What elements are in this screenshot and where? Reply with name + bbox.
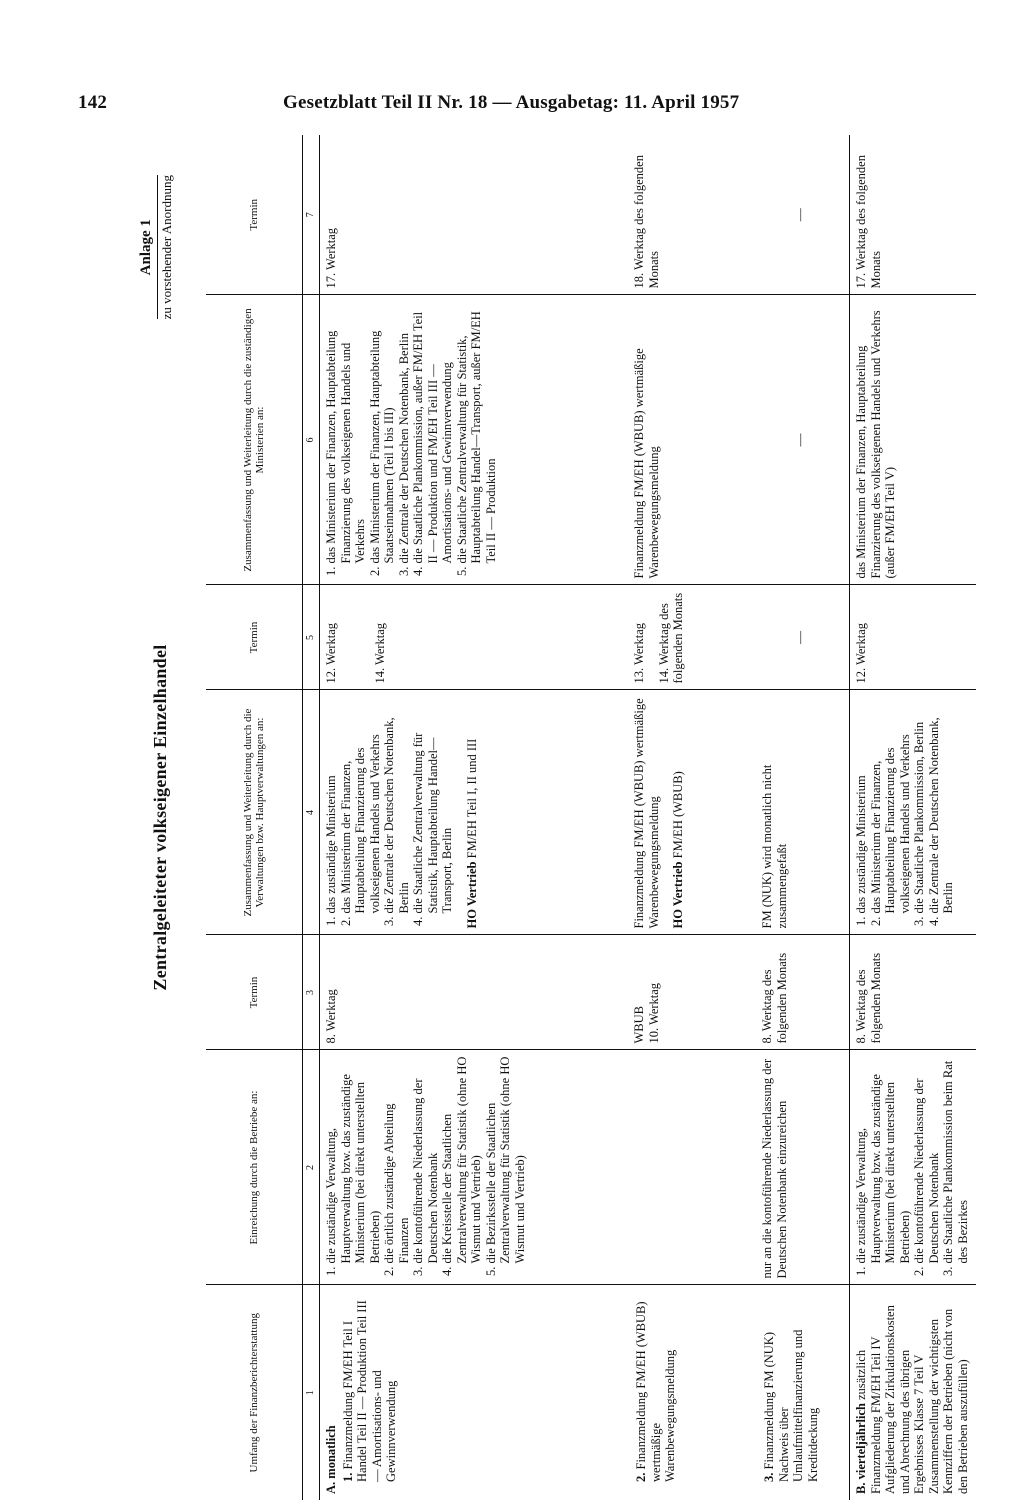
table-row: [756, 135, 850, 1500]
list-item: 4. die Zentrale der Deutschen Notenbank, Berlin: [927, 697, 956, 914]
empty-dash: —: [792, 433, 807, 447]
section-a-heading: [324, 1292, 339, 1495]
item-text: Finanzmeldung FM/EH Teil I Handel Teil II — Produktion Teil III — Amortisations- und Gewinnverwendung: [340, 1300, 398, 1482]
scope-cell: [756, 1285, 850, 1500]
forwarding-ministry-cell: [756, 295, 850, 585]
list-item: 1. das Ministerium der Finanzen, Hauptabteilung Finanzierung des volkseigenen Handels und Verkehrs: [324, 302, 368, 564]
page-number: 142: [78, 92, 108, 113]
page-header: [78, 92, 768, 122]
col-header-deadline-1: Termin: [206, 935, 303, 1050]
item-number: 1.: [340, 1472, 355, 1482]
col-header-forwarding-admin: Zusammenfassung und Weiterleitung durch die Verwaltungen bzw. Hauptverwaltungen an:: [206, 690, 303, 935]
deadline-cell: [756, 585, 850, 690]
forwarding-admin-cell: FM (NUK) wird monatlich nicht zusammengefaßt: [756, 690, 850, 935]
ho-vertrieb-label: HO Vertrieb: [671, 861, 685, 929]
deadline-cell: 8. Werktag: [320, 935, 629, 1050]
list-item: 2. die kontoführende Niederlassung der Deutschen Notenbank: [912, 1057, 941, 1264]
column-number: 1: [303, 1285, 320, 1500]
deadline-cell: 17. Werktag des folgenden Monats: [850, 135, 977, 295]
submission-cell: [320, 1050, 629, 1285]
submission-list: [854, 1057, 970, 1279]
deadline-cell: 17. Werktag: [320, 135, 629, 295]
deadline-cell: 8. Werktag des folgenden Monats: [850, 935, 977, 1050]
admin-text: Finanzmeldung FM/EH (WBUB) wertmäßige Warenbewegungsmeldung: [632, 698, 661, 929]
list-item: 1. die zuständige Verwaltung, Hauptverwaltung bzw. das zuständige Ministerium (bei direkt unterstellten Betrieben): [324, 1057, 382, 1264]
scope-item-3: [762, 1292, 820, 1483]
annex-subtitle: zu vorstehender Anordnung: [159, 175, 174, 320]
section-b-text: zusätzlich Finanzmeldung FM/EH Teil IV Aufgliederung der Zirkulationskosten und Abrechnung des übrigen Ergebnisses Klasse 7 Teil V Zusammenstellung der wichtigsten Kennziffern der Betrieben (nicht von den Betrieben auszufüllen): [854, 1305, 970, 1494]
scope-cell: [628, 1285, 756, 1500]
deadline-cell: [320, 585, 629, 690]
list-item: 3. die Staatliche Plankommission, Berlin: [912, 697, 927, 914]
list-item: 4. die Staatliche Zentralverwaltung für Statistik, Hauptabteilung Handel—Transport, Berlin: [411, 697, 455, 914]
col-header-forwarding-ministry: Zusammenfassung und Weiterleitung durch die zuständigen Ministerien an:: [206, 295, 303, 585]
column-number: 6: [303, 295, 320, 585]
list-item: 1. die zuständige Verwaltung, Hauptverwaltung bzw. das zuständige Ministerium (bei direkt unterstellten Betrieben): [854, 1057, 912, 1264]
list-item: 2. das Ministerium der Finanzen, Hauptabteilung Finanzierung des volkseigenen Handels und Verkehrs: [869, 697, 913, 914]
ho-vertrieb-note: [465, 697, 480, 929]
col-header-scope: Umfang der Finanzberichterstattung: [206, 1285, 303, 1500]
list-item: 2. das Ministerium der Finanzen, Hauptabteilung Finanzierung des volkseigenen Handels und Verkehrs: [339, 697, 383, 914]
section-a-title: monatlich: [324, 1425, 338, 1479]
scope-cell: [850, 1285, 977, 1500]
ho-vertrieb-text: FM/EH (WBUB): [671, 771, 685, 859]
annex-title: Anlage 1: [138, 219, 154, 276]
submission-cell: [850, 1050, 977, 1285]
table-row: [628, 135, 756, 1500]
submission-list: [324, 1057, 527, 1279]
list-item: 1. das zuständige Ministerium: [854, 697, 869, 914]
ho-vertrieb-text: FM/EH Teil I, II und III: [464, 738, 479, 859]
section-a-label: A.: [324, 1481, 338, 1494]
deadline-cell: 12. Werktag: [850, 585, 977, 690]
item-text: Finanzmeldung FM/EH (WBUB) wertmäßige Warenbewegungsmeldung: [634, 1301, 677, 1482]
column-number: 4: [303, 690, 320, 935]
item-number: 3.: [762, 1472, 776, 1482]
gazette-title: Gesetzblatt Teil II Nr. 18 — Ausgabetag: 11. April 1957: [283, 92, 740, 113]
rotated-table-block: [130, 135, 970, 1500]
column-number-row: [303, 135, 320, 1500]
list-item: 3. die Zentrale der Deutschen Notenbank, Berlin: [397, 302, 412, 564]
column-number: 7: [303, 135, 320, 295]
deadline-text: 12. Werktag: [324, 622, 338, 684]
deadline-cell: [628, 585, 756, 690]
reporting-table: [206, 135, 976, 1500]
list-item: 3. die Zentrale der Deutschen Notenbank, Berlin: [382, 697, 411, 914]
list-item: 2. das Ministerium der Finanzen, Hauptabteilung Staatseinnahmen (Teil I bis III): [368, 302, 397, 564]
deadline-note: WBUB: [632, 1006, 646, 1044]
forwarding-admin-cell: [628, 690, 756, 935]
forwarding-ministry-cell: [320, 295, 629, 585]
deadline-text: 14. Werktag des folgenden Monats: [656, 592, 685, 684]
section-b-title: vierteljährlich: [854, 1403, 868, 1480]
forwarding-ministry-list: [324, 302, 498, 579]
ho-vertrieb-note: [671, 697, 686, 929]
table-title: Zentralgeleiteter volkseigener Einzelhandel: [150, 644, 170, 991]
list-item: 4. die Staatliche Plankommission, außer FM/EH Teil II — Produktion und FM/EH Teil III — Amortisations- und Gewinnverwendung: [411, 302, 455, 564]
scope-item-2: [634, 1292, 678, 1483]
item-text: Finanzmeldung FM (NUK) Nachweis über Umlaufmittelfinanzierung und Kreditdeckung: [762, 1329, 820, 1482]
forwarding-admin-list: [854, 697, 956, 929]
submission-cell: [628, 1050, 756, 1285]
column-header-row: [206, 135, 303, 1500]
submission-cell: nur an die kontoführende Niederlassung der Deutschen Notenbank einzureichen: [756, 1050, 850, 1285]
column-number: 3: [303, 935, 320, 1050]
section-b-label: B.: [854, 1482, 868, 1494]
forwarding-admin-cell: [320, 690, 629, 935]
table-row: [850, 135, 977, 1500]
forwarding-ministry-cell: das Ministerium der Finanzen, Hauptabteilung Finanzierung des volkseigenen Handels und Verkehrs (außer FM/EH Teil V): [850, 295, 977, 585]
col-header-deadline-2: Termin: [206, 585, 303, 690]
list-item: 3. die kontoführende Niederlassung der Deutschen Notenbank: [411, 1057, 440, 1264]
list-item: 1. das zuständige Ministerium: [324, 697, 339, 914]
empty-dash: —: [792, 631, 807, 644]
list-item: 4. die Kreisstelle der Staatlichen Zentralverwaltung für Statistik (ohne HO Wismut und Vertrieb): [440, 1057, 484, 1264]
item-number: 2.: [634, 1472, 648, 1482]
list-item: 2. die örtlich zuständige Abteilung Finanzen: [382, 1057, 411, 1264]
ho-vertrieb-label: HO Vertrieb: [464, 861, 479, 929]
deadline-text: 13. Werktag: [632, 622, 646, 684]
list-item: 5. die Bezirksstelle der Staatlichen Zentralverwaltung für Statistik (ohne HO Wismut und Vertrieb): [484, 1057, 528, 1264]
column-number: 5: [303, 585, 320, 690]
forwarding-admin-list: [324, 697, 455, 929]
deadline-text: 10. Werktag: [646, 982, 661, 1044]
list-item: 5. die Staatliche Zentralverwaltung für Statistik, Hauptabteilung Handel—Transport, außer FM/EH Teil II — Produktion: [455, 302, 499, 564]
forwarding-admin-cell: [850, 690, 977, 935]
table-row: [320, 135, 629, 1500]
col-header-submission: Einreichung durch die Betriebe an:: [206, 1050, 303, 1285]
deadline-cell: [756, 135, 850, 295]
col-header-deadline-3: Termin: [206, 135, 303, 295]
empty-dash: —: [792, 208, 807, 222]
deadline-text: 14. Werktag: [372, 622, 387, 684]
scope-item-1: [341, 1292, 399, 1483]
deadline-cell: [628, 935, 756, 1050]
deadline-cell: 18. Werktag des folgenden Monats: [628, 135, 756, 295]
list-item: 3. die Staatliche Plankommission beim Rat des Bezirkes: [941, 1057, 970, 1264]
deadline-cell: 8. Werktag des folgenden Monats: [756, 935, 850, 1050]
column-number: 2: [303, 1050, 320, 1285]
forwarding-ministry-cell: Finanzmeldung FM/EH (WBUB) wertmäßige Warenbewegungsmeldung: [628, 295, 756, 585]
scope-cell: [320, 1285, 629, 1500]
